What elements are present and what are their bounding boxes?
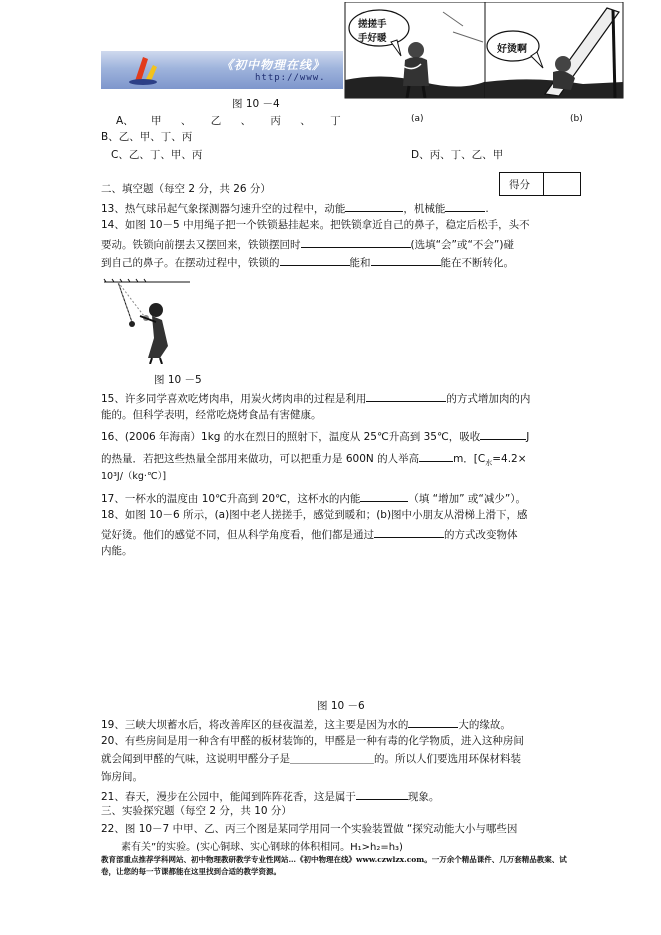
q12-a-4: 、 (240, 115, 252, 127)
q13-blank-mechanical[interactable] (445, 200, 485, 212)
q19-text-a: 19、三峡大坝蓄水后，将改善库区的昼夜温差，这主要是因为水的 (101, 719, 409, 731)
q14-line-3 (101, 254, 514, 270)
q12-a-1: 甲 (151, 115, 162, 127)
q12-a-7: 丁 (330, 115, 341, 127)
q17 (101, 490, 526, 506)
q14-blank-energy-1[interactable] (280, 254, 350, 266)
q12-a-3: 乙 (210, 115, 222, 127)
q19-blank-property[interactable] (408, 716, 458, 728)
site-banner (101, 51, 343, 89)
q14-blank-hit[interactable] (301, 236, 411, 248)
q20-text-2a: 就会闻到甲醛的气味，这说明甲醛分子是 (101, 753, 290, 765)
q16-text-1b: J (526, 431, 530, 443)
q16-text-2d: =4.2× (492, 453, 527, 465)
comic-b-caption: (b) (570, 114, 583, 124)
q14-line-2 (101, 236, 514, 252)
q13-blank-kinetic[interactable] (345, 200, 403, 212)
q20-line-3: 饰房间。 (101, 771, 143, 783)
logo-icon (123, 51, 163, 89)
q16-text-1a: 16、(2006 年海南）1kg 的水在烈日的照射下，温度从 25℃升高到 35℃，吸收 (101, 431, 481, 443)
q18-text-2a: 觉好烫。他们的感觉不同，但从科学角度看，他们都是通过 (101, 529, 374, 541)
q14-line-1: 14、如图 10－5 中用绳子把一个铁锁悬挂起来。把铁锁拿近自己的鼻子，稳定后松手，头不 (101, 219, 530, 231)
q18-blank-method[interactable] (374, 526, 444, 538)
score-label: 得分 (509, 179, 530, 191)
q12-option-a (116, 113, 341, 128)
q14-text-3c: 能在不断转化。 (440, 257, 514, 269)
q20-blank-motion[interactable]: ＿＿＿＿＿＿＿＿ (290, 753, 374, 765)
q14-text-3a: 到自己的鼻子。在摆动过程中，铁锁的 (101, 257, 280, 269)
banner-url: http://www. (255, 73, 326, 83)
q16-text-2b: m．[C (453, 453, 486, 465)
section-2-title: 二、填空题（每空 2 分，共 26 分） (101, 183, 271, 195)
q21-blank-phenomenon[interactable] (356, 788, 408, 800)
q14-text-2a: 要动。铁锁向前摆去又摆回来，铁锁摆回时 (101, 239, 301, 251)
q15-text-1b: 的方式增加肉的内 (446, 393, 531, 405)
q17-text-b: （填 “增加” 或“减少”）。 (408, 493, 527, 505)
q21 (101, 788, 439, 804)
q22-line-2: 素有关”的实验。(实心铜球、实心钢球的体积相同。H₁>h₂=h₃) (121, 842, 403, 853)
q13-text-3: . (485, 203, 489, 215)
banner-title: 《初中物理在线》 (221, 58, 326, 72)
figure-10-5-image (100, 276, 196, 364)
q15-text-1a: 15、许多同学喜欢吃烤肉串，用炭火烤肉串的过程是利用 (101, 393, 367, 405)
q18-text-2b: 的方式改变物体 (444, 529, 518, 541)
q18-line-2 (101, 526, 518, 542)
q22-line-1: 22、图 10－7 中甲、乙、丙三个图是某同学用同一个实验装置做 “探究动能大小与哪些因 (101, 823, 518, 835)
q15-line-2: 能的。但科学表明，经常吃烧烤食品有害健康。 (101, 409, 322, 421)
q20-line-1: 20、有些房间是用一种含有甲醛的板材装饰的，甲醛是一种有毒的化学物质，进入这种房间 (101, 735, 524, 747)
q17-blank-internal-energy[interactable] (360, 490, 408, 502)
q13 (101, 200, 489, 216)
score-divider (543, 173, 544, 195)
q15-line-1 (101, 390, 530, 406)
q14-blank-energy-2[interactable] (371, 254, 441, 266)
figure-10-4-caption: 图 10 －4 (232, 98, 280, 110)
q14-text-2b: (选填“会”或“不会”)碰 (410, 239, 514, 251)
q13-text-1: 13、热气球吊起气象探测器匀速升空的过程中，动能 (101, 203, 346, 215)
q16-line-1 (101, 428, 529, 444)
q12-a-5: 丙 (270, 115, 281, 127)
q15-blank-method[interactable] (366, 390, 446, 402)
q13-text-2: ，机械能 (403, 203, 446, 215)
q16-line-2 (101, 450, 527, 470)
q21-text-b: 现象。 (407, 791, 440, 803)
comic-a-bubble-line1: 搓搓手 (358, 19, 387, 30)
q20-line-2 (101, 752, 521, 766)
q12-a-6: 、 (300, 115, 311, 127)
comic-a-caption: (a) (411, 114, 424, 124)
q12-option-c: C、乙、丁、甲、丙 (111, 149, 203, 161)
section-3-title: 三、实验探究题（每空 2 分，共 10 分） (101, 805, 292, 817)
q12-a-letter: A、 (116, 115, 134, 127)
q21-text-a: 21、春天，漫步在公园中，能闻到阵阵花香，这是属于 (101, 791, 356, 803)
q18-line-1: 18、如图 10－6 所示，(a)图中老人搓搓手，感觉到暖和；(b)图中小朋友从滑梯上滑下，感 (101, 509, 528, 521)
q12-option-d: D、丙、丁、乙、甲 (411, 149, 504, 161)
q18-line-3: 内能。 (101, 545, 133, 557)
q20-text-2c: 的。所以人们要选用环保材料装 (374, 753, 521, 765)
score-box (499, 172, 581, 196)
comic-b-bubble: 好烫啊 (497, 44, 527, 55)
q17-text-a: 17、一杯水的温度由 10℃升高到 20℃，这杯水的内能 (101, 493, 361, 505)
figure-10-5-caption: 图 10 －5 (154, 374, 202, 386)
q12-a-2: 、 (180, 115, 192, 127)
q16-line-3: 10³J/（kg·℃）] (101, 471, 167, 482)
q16-text-2a: 的热量．若把这些热量全部用来做功，可以把重力是 600N 的人举高 (101, 453, 420, 465)
q12-option-b: B、乙、甲、丁、丙 (101, 131, 193, 143)
q16-blank-heat[interactable] (480, 428, 526, 440)
q19-text-b: 大的缘故。 (458, 719, 511, 731)
q16-blank-height[interactable] (419, 450, 453, 462)
q19 (101, 716, 511, 732)
q16-subscript-water: 水 (485, 459, 493, 468)
comic-a-bubble-line2: 手好暖 (358, 33, 387, 44)
figure-10-6-caption: 图 10 －6 (317, 700, 365, 712)
page-footer: 教育部重点推荐学科网站、初中物理教研教学专业性网站…《初中物理在线》www.czwlzx.com。一万余个精品课件、几万套精品教案、试卷，让您的每一节课都能在这里找到合适的教学资源。 (101, 855, 567, 876)
q14-text-3b: 能和 (349, 257, 371, 269)
